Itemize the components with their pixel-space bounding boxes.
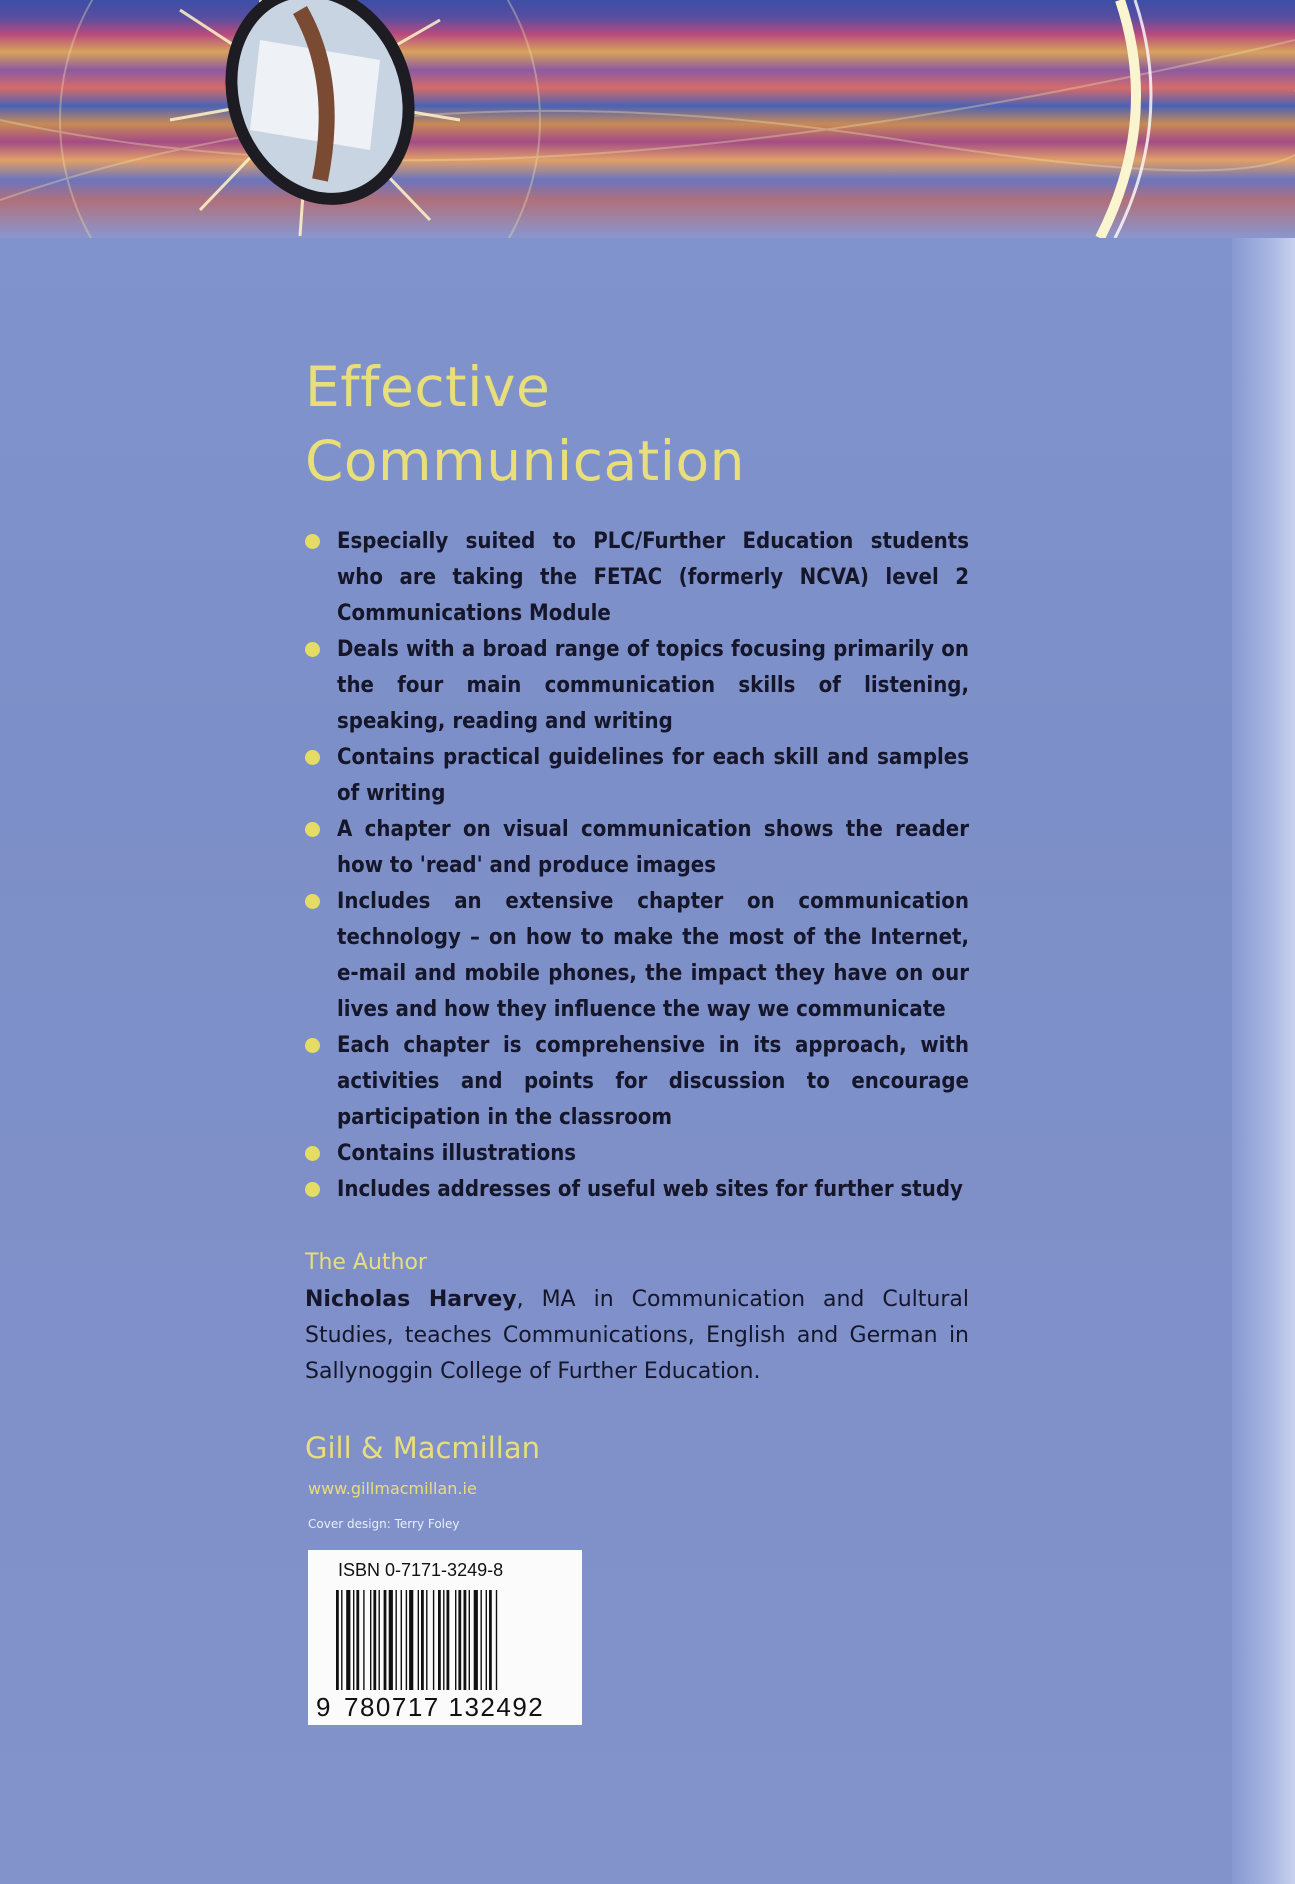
feature-item: A chapter on visual communication shows the reader how to 'read' and produce images	[305, 812, 969, 884]
bullet-icon	[305, 750, 320, 765]
cover-edge-strip	[1232, 0, 1295, 1884]
bullet-icon	[305, 822, 320, 837]
isbn-barcode	[308, 1550, 582, 1725]
bullet-icon	[305, 642, 320, 657]
barcode-bar	[464, 1590, 467, 1690]
barcode-bar	[356, 1590, 359, 1690]
bullet-icon	[305, 534, 320, 549]
barcode-bar	[421, 1590, 424, 1690]
barcode-bar	[384, 1590, 387, 1690]
feature-item: Contains practical guidelines for each skill and samples of writing	[305, 740, 969, 812]
banner-artwork	[0, 0, 1295, 238]
barcode-bar	[346, 1590, 350, 1690]
barcode-bar	[396, 1590, 397, 1690]
bullet-icon	[305, 1038, 320, 1053]
barcode-bar	[455, 1590, 456, 1690]
feature-item: Contains illustrations	[305, 1136, 969, 1172]
barcode-bar	[401, 1590, 402, 1690]
book-title	[305, 350, 1005, 498]
barcode-bar	[481, 1590, 482, 1690]
barcode-bar	[438, 1590, 441, 1690]
author-name: Nicholas Harvey	[305, 1287, 517, 1312]
title-line-1: Effective	[305, 355, 551, 419]
publisher-name: Gill & Macmillan	[305, 1431, 541, 1465]
title-line-2: Communication	[305, 429, 746, 493]
decorative-banner	[0, 0, 1295, 238]
feature-item: Includes an extensive chapter on communication technology – on how to make the most of the Internet, e-mail and mobile phones, the impact they have on our lives and how they influence the way we communicate	[305, 884, 969, 1028]
barcode-bar	[496, 1590, 497, 1690]
cover-design-credit: Cover design: Terry Foley	[308, 1517, 460, 1531]
photo-starburst	[170, 0, 460, 236]
barcode-bar	[389, 1590, 393, 1690]
barcode-bars	[336, 1590, 558, 1690]
feature-item: Especially suited to PLC/Further Education students who are taking the FETAC (formerly NCVA) level 2 Communications Module	[305, 524, 969, 632]
barcode-bar	[443, 1590, 444, 1690]
barcode-bar	[486, 1590, 487, 1690]
barcode-remaining-digits: 780717 132492	[344, 1692, 545, 1722]
isbn-number: ISBN 0-7171-3249-8	[338, 1560, 504, 1580]
barcode-bar	[406, 1590, 407, 1690]
barcode-bar	[474, 1590, 478, 1690]
barcode-first-digit: 9	[316, 1692, 332, 1722]
barcode-bar	[426, 1590, 427, 1690]
barcode-bar	[379, 1590, 380, 1690]
bullet-icon	[305, 894, 320, 909]
barcode-bar	[370, 1590, 371, 1690]
barcode-bar	[458, 1590, 461, 1690]
barcode-bar	[418, 1590, 419, 1690]
author-bio	[305, 1282, 969, 1390]
barcode-bar	[341, 1590, 342, 1690]
feature-item: Deals with a broad range of topics focusing primarily on the four main communication skills of listening, speaking, reading and writing	[305, 632, 969, 740]
author-heading: The Author	[305, 1250, 427, 1275]
feature-list	[305, 524, 969, 1208]
publisher-url: www.gillmacmillan.ie	[308, 1479, 477, 1498]
feature-item: Each chapter is comprehensive in its approach, with activities and points for discussion to encourage participation in the classroom	[305, 1028, 969, 1136]
barcode-bar	[336, 1590, 339, 1690]
arc-decoration	[1100, 0, 1151, 238]
barcode-bar	[409, 1590, 413, 1690]
barcode-bar	[433, 1590, 434, 1690]
barcode-bar	[353, 1590, 354, 1690]
barcode-bar	[489, 1590, 492, 1690]
author-description: , MA in Communication and Cultural Studies, teaches Communications, English and German in Sallynoggin College of Further Education.	[305, 1287, 969, 1384]
barcode-bar	[373, 1590, 376, 1690]
barcode-bar	[447, 1590, 450, 1690]
barcode-bar	[469, 1590, 470, 1690]
bullet-icon	[305, 1146, 320, 1161]
feature-item: Includes addresses of useful web sites for further study	[305, 1172, 969, 1208]
barcode-bar	[363, 1590, 364, 1690]
bullet-icon	[305, 1182, 320, 1197]
